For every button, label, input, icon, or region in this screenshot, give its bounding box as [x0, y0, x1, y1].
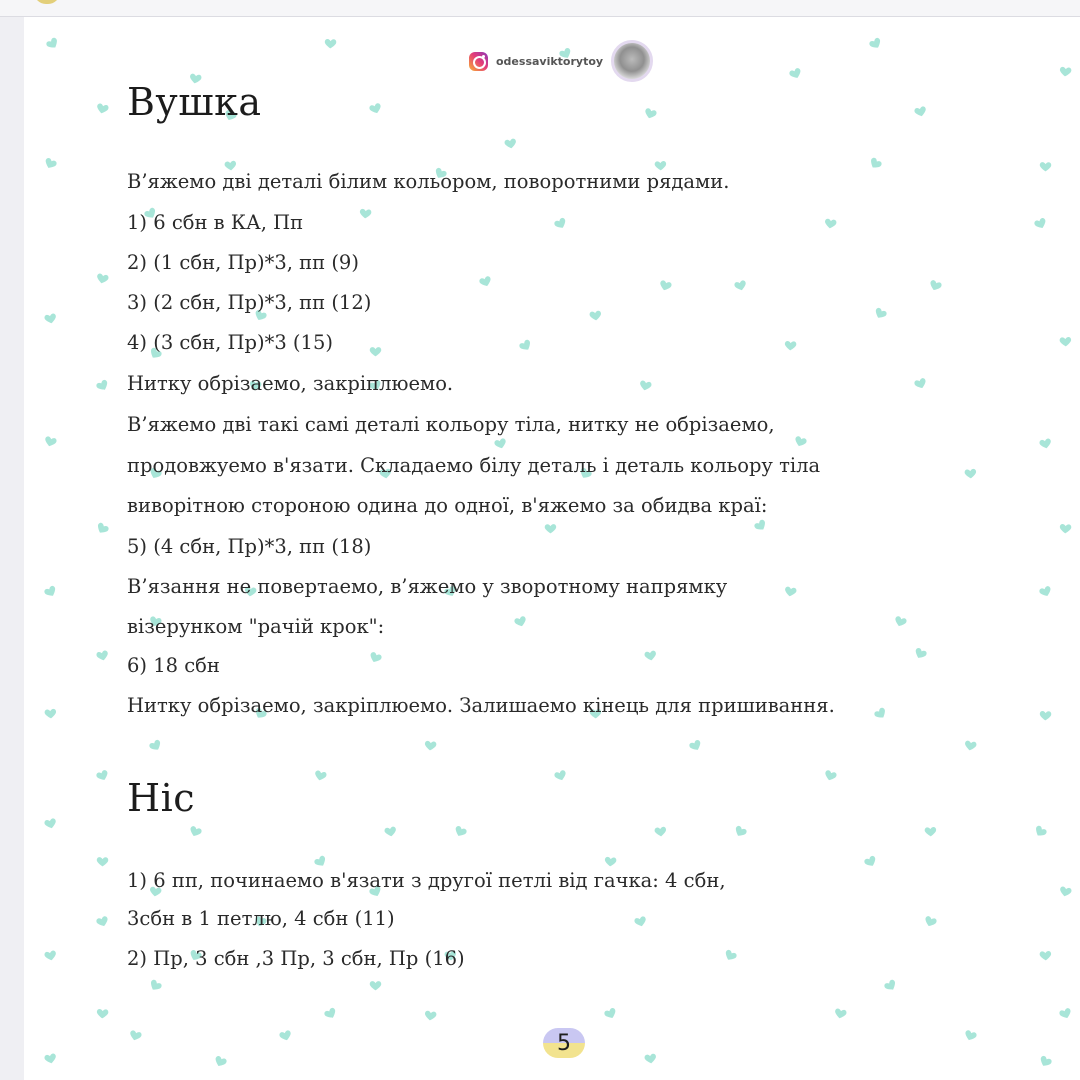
heart-icon [792, 433, 809, 450]
heart-icon [95, 648, 111, 664]
heart-icon [1038, 436, 1054, 452]
instagram-handle: odessaviktorytoy [496, 54, 604, 68]
heart-icon [43, 311, 58, 326]
heart-icon [1031, 822, 1049, 840]
instruction-line: В’яжемо дві деталі білим кольором, поворотними рядами. [127, 170, 730, 193]
heart-icon [42, 155, 59, 172]
heart-icon [653, 824, 667, 838]
instruction-line: 1) 6 пп, починаемо в'язати з другої петлі від гачка: 4 сбн, [127, 869, 726, 892]
heart-icon [322, 1005, 340, 1023]
heart-icon [872, 305, 890, 323]
heart-icon [822, 767, 838, 783]
heart-icon [1037, 583, 1054, 600]
heart-icon [913, 104, 929, 120]
heart-icon [912, 375, 929, 392]
heart-icon [369, 345, 382, 358]
heart-icon [423, 738, 437, 752]
heart-icon [43, 706, 57, 720]
instruction-line: В’язання не повертаемо, в’яжемо у зворотному напрямку [127, 575, 728, 598]
heart-icon [552, 215, 570, 233]
heart-icon [477, 273, 494, 290]
instruction-line: 2) Пр, 3 сбн ,3 Пр, 3 сбн, Пр (16) [127, 947, 465, 970]
heart-icon [95, 101, 111, 117]
heart-icon [1037, 1053, 1055, 1071]
heart-icon [871, 704, 889, 722]
heart-icon [517, 337, 535, 355]
instruction-line: 5) (4 сбн, Пр)*3, пп (18) [127, 535, 372, 558]
heart-icon [732, 277, 748, 293]
heart-icon [369, 979, 382, 992]
heart-icon [657, 277, 673, 293]
heart-icon [452, 823, 469, 840]
heart-icon [1057, 1005, 1074, 1022]
document-page [24, 17, 1080, 1080]
heart-icon [687, 737, 704, 754]
avatar [611, 40, 653, 82]
heart-icon [1039, 709, 1052, 722]
heart-icon [1058, 64, 1072, 78]
instruction-line: 4) (3 сбн, Пр)*3 (15) [127, 331, 333, 354]
heart-icon [367, 100, 384, 117]
heart-icon [277, 1027, 293, 1043]
heart-icon [588, 308, 603, 323]
heart-icon [544, 522, 557, 535]
heart-icon [962, 1027, 979, 1044]
instruction-line: візерунком "рачій крок": [127, 615, 385, 638]
heart-icon [643, 648, 658, 663]
heart-icon [722, 947, 740, 965]
heart-icon [512, 613, 528, 629]
heart-icon [632, 913, 648, 929]
heart-icon [882, 977, 900, 995]
section-title-nose: Ніс [127, 776, 196, 820]
heart-icon [212, 1053, 229, 1070]
tab-indicator [34, 0, 60, 4]
heart-icon [312, 853, 330, 871]
heart-icon [963, 738, 978, 753]
heart-icon [783, 584, 798, 599]
heart-icon [1059, 522, 1073, 536]
heart-icon [642, 105, 658, 121]
heart-icon [94, 520, 112, 538]
heart-icon [1059, 335, 1073, 349]
heart-icon [147, 737, 165, 755]
heart-icon [94, 377, 112, 395]
heart-icon [96, 1007, 110, 1021]
instruction-line: 1) 6 сбн в КА, Пп [127, 211, 304, 234]
instruction-line: Нитку обрізаемо, закріплюемо. [127, 372, 454, 395]
heart-icon [42, 433, 58, 449]
heart-icon [503, 136, 518, 151]
heart-icon [383, 824, 398, 839]
heart-icon [963, 466, 977, 480]
heart-icon [1039, 160, 1052, 173]
heart-icon [833, 1006, 848, 1021]
heart-icon [43, 816, 59, 832]
heart-icon [643, 1051, 658, 1066]
heart-icon [867, 35, 885, 53]
page-number: 5 [557, 1030, 571, 1056]
heart-icon [367, 649, 384, 666]
instruction-line: В’яжемо дві такі самі деталі кольору тіла, нитку не обрізаемо, [127, 413, 775, 436]
heart-icon [924, 825, 938, 839]
heart-icon [552, 767, 569, 784]
heart-icon [96, 855, 109, 868]
heart-icon [43, 34, 61, 52]
heart-icon [784, 339, 798, 353]
heart-icon [187, 823, 204, 840]
heart-icon [638, 378, 653, 393]
window-top-bar [0, 0, 1080, 17]
heart-icon [1058, 884, 1074, 900]
heart-icon [95, 271, 111, 287]
heart-icon [892, 613, 909, 630]
instruction-line: продовжуемо в'язати. Складаемо білу деталь і деталь кольору тіла [127, 454, 821, 477]
heart-icon [866, 154, 884, 172]
instruction-line: 6) 18 сбн [127, 654, 220, 677]
heart-icon [324, 37, 337, 50]
page-header [469, 41, 653, 81]
heart-icon [922, 913, 939, 930]
heart-icon [927, 277, 944, 294]
heart-icon [823, 216, 838, 231]
heart-icon [1032, 215, 1049, 232]
instruction-line: 2) (1 сбн, Пр)*3, пп (9) [127, 251, 359, 274]
heart-icon [313, 768, 329, 784]
instagram-icon [469, 52, 488, 71]
instruction-line: виворітною стороною одина до одної, в'яжемо за обидва краї: [127, 494, 768, 517]
heart-icon [423, 1008, 438, 1023]
page-number-badge [543, 1028, 585, 1058]
heart-icon [147, 977, 165, 995]
heart-icon [94, 767, 111, 784]
instruction-line: Нитку обрізаемо, закріплюемо. Залишаемо кінець для пришивання. [127, 694, 835, 717]
heart-icon [787, 65, 804, 82]
heart-icon [42, 583, 60, 601]
instruction-line: 3) (2 сбн, Пр)*3, пп (12) [127, 291, 372, 314]
heart-icon [602, 1005, 619, 1022]
heart-icon [43, 1051, 59, 1067]
heart-icon [1039, 949, 1053, 963]
heart-icon [603, 854, 617, 868]
heart-icon [751, 516, 769, 534]
heart-icon [492, 435, 508, 451]
section-title-ears: Вушка [127, 80, 262, 124]
heart-icon [732, 823, 750, 841]
heart-icon [358, 206, 372, 220]
heart-icon [94, 913, 111, 930]
heart-icon [127, 1027, 143, 1043]
heart-icon [912, 645, 929, 662]
heart-icon [862, 853, 880, 871]
heart-icon [43, 948, 58, 963]
instruction-line: 3сбн в 1 петлю, 4 сбн (11) [127, 907, 395, 930]
